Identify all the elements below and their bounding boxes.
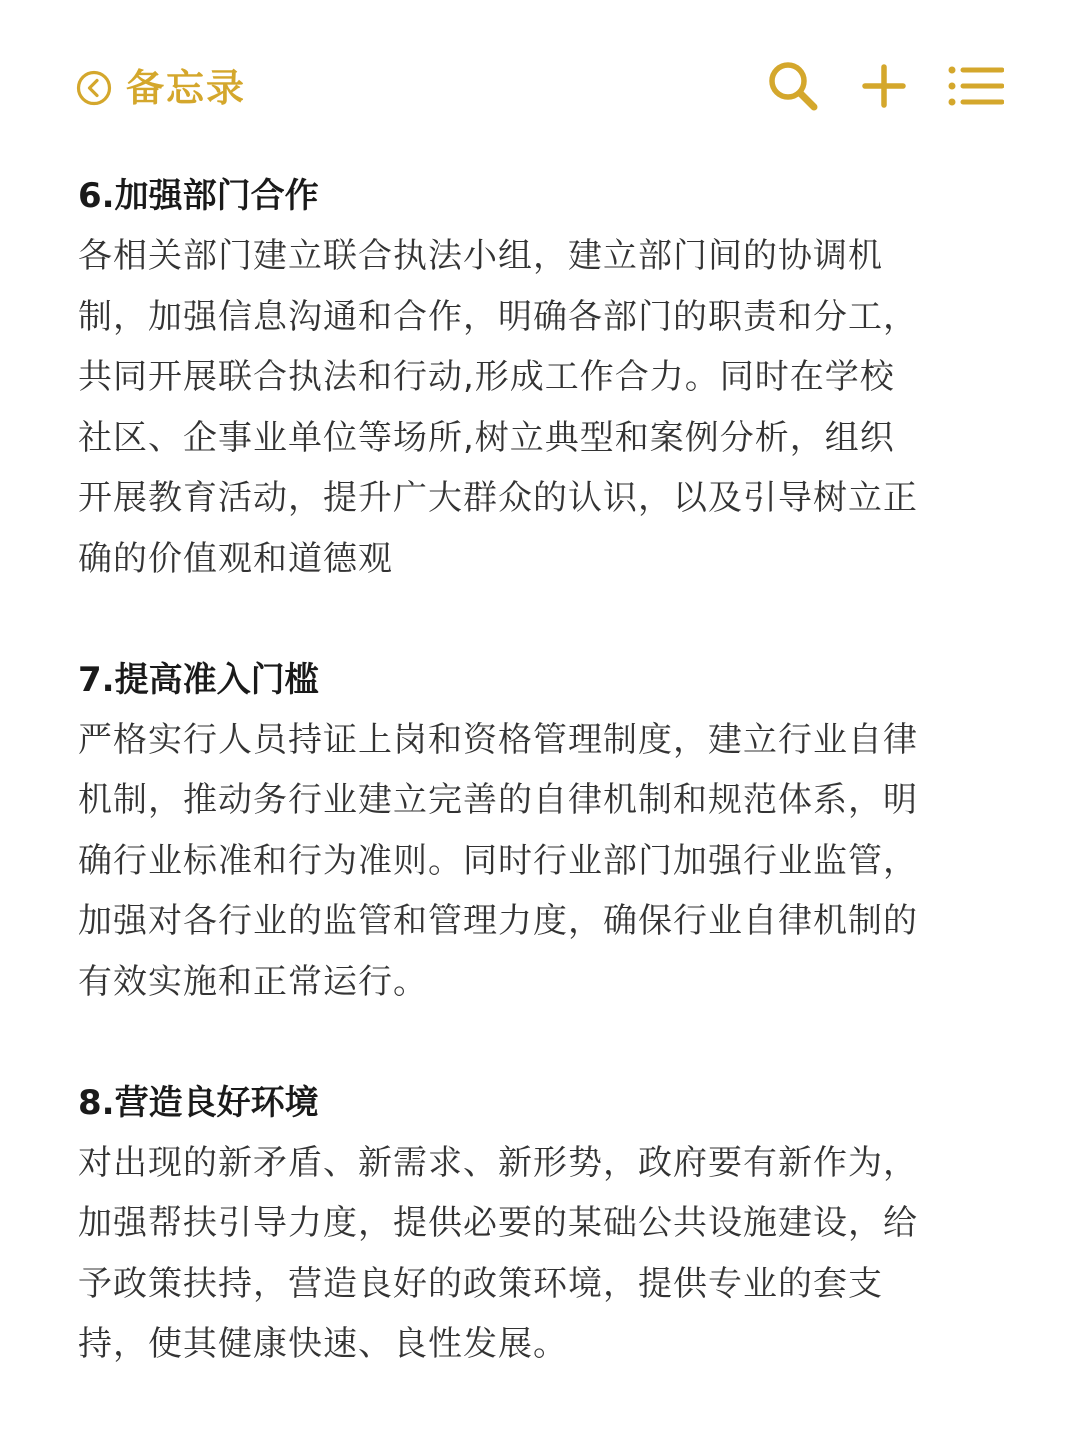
add-button[interactable] [862,64,906,112]
back-button[interactable] [76,60,246,116]
back-label: 备忘录 [126,66,247,110]
text-line: 对出现的新矛盾、新需求、新形势，政府要有新作为， [78,1142,918,1183]
note-section [78,166,1008,590]
top-bar [76,56,1004,120]
text-line: 制，加强信息沟通和合作，明确各部门的职责和分工， [78,296,918,337]
toolbar-actions [724,56,1004,120]
text-line: 开展教育活动，提升广大群众的认识，以及引导树立正 [78,478,918,519]
text-line: 持，使其健康快速、良性发展。 [78,1324,568,1365]
text-line: 各相关部门建立联合执法小组，建立部门间的协调机 [78,236,883,276]
list-icon [948,66,1004,106]
text-line: 予政策扶持，营造良好的政策环境，提供专业的套支 [78,1263,883,1304]
search-button[interactable] [766,59,820,117]
note-section [78,1073,1008,1375]
text-line: 加强对各行业的监管和管理力度，确保行业自律机制的 [78,901,918,942]
section-title: 7.提高准入门槛 [78,659,319,700]
section-title: 8.营造良好环境 [78,1082,319,1123]
search-icon [766,59,820,113]
text-line: 有效实施和正常运行。 [78,961,428,1002]
plus-icon [862,64,906,108]
text-line: 严格实行人员持证上岗和资格管理制度，建立行业自律 [78,719,918,760]
menu-button[interactable] [948,66,1004,110]
text-line: 确行业标准和行为准则。同时行业部门加强行业监管， [78,840,918,881]
text-line: 加强帮扶引导力度，提供必要的某础公共设施建设，给 [78,1203,918,1244]
text-line: 社区、企事业单位等场所,树立典型和案例分析，组织 [78,417,895,458]
text-line: 确的价值观和道德观 [78,538,393,579]
chevron-left-circle-icon [76,70,112,106]
text-line: 共同开展联合执法和行动,形成工作合力。同时在学校 [78,357,895,398]
section-title: 6.加强部门合作 [78,176,319,216]
text-line: 机制，推动务行业建立完善的自律机制和规范体系，明 [78,780,918,821]
note-section [78,650,1008,1013]
note-body[interactable] [78,166,1008,1435]
